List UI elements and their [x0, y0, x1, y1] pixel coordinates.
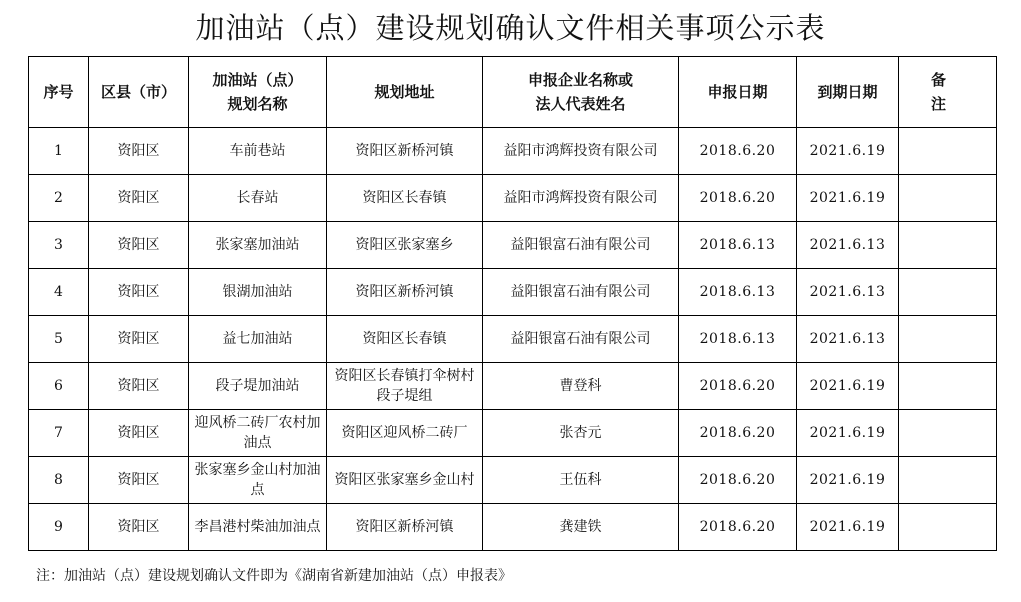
cell-expire-date: 2021.6.13 [797, 316, 899, 363]
cell-expire-date: 2021.6.19 [797, 504, 899, 551]
header-seq: 序号 [29, 57, 89, 128]
cell-expire-date: 2021.6.13 [797, 269, 899, 316]
header-company-line1: 申报企业名称或 [527, 71, 633, 89]
header-apply-date: 申报日期 [679, 57, 797, 128]
cell-station: 银湖加油站 [189, 269, 327, 316]
cell-seq: 4 [29, 269, 89, 316]
cell-district: 资阳区 [89, 128, 189, 175]
cell-remark [899, 457, 997, 504]
table-row [29, 363, 997, 410]
cell-remark [899, 316, 997, 363]
cell-apply-date: 2018.6.20 [679, 363, 797, 410]
cell-remark [899, 128, 997, 175]
header-remark: 备 注 [899, 57, 997, 128]
cell-company: 益阳市鸿辉投资有限公司 [483, 128, 679, 175]
cell-station: 车前巷站 [189, 128, 327, 175]
cell-company: 张杏元 [483, 410, 679, 457]
cell-expire-date: 2021.6.19 [797, 128, 899, 175]
cell-seq: 1 [29, 128, 89, 175]
cell-apply-date: 2018.6.20 [679, 128, 797, 175]
cell-station: 张家塞加油站 [189, 222, 327, 269]
cell-expire-date: 2021.6.13 [797, 222, 899, 269]
cell-district: 资阳区 [89, 363, 189, 410]
header-expire-date: 到期日期 [797, 57, 899, 128]
cell-company: 益阳银富石油有限公司 [483, 222, 679, 269]
cell-station: 益七加油站 [189, 316, 327, 363]
table-row [29, 504, 997, 551]
cell-company: 益阳市鸿辉投资有限公司 [483, 175, 679, 222]
cell-station: 段子堤加油站 [189, 363, 327, 410]
table-row [29, 175, 997, 222]
cell-district: 资阳区 [89, 269, 189, 316]
cell-district: 资阳区 [89, 316, 189, 363]
cell-station: 李昌港村柴油加油点 [189, 504, 327, 551]
cell-remark [899, 363, 997, 410]
header-district: 区县（市） [89, 57, 189, 128]
table-row [29, 128, 997, 175]
cell-seq: 2 [29, 175, 89, 222]
cell-remark [899, 175, 997, 222]
header-address: 规划地址 [327, 57, 483, 128]
cell-district: 资阳区 [89, 175, 189, 222]
cell-apply-date: 2018.6.20 [679, 175, 797, 222]
cell-apply-date: 2018.6.13 [679, 269, 797, 316]
header-station-line2: 规划名称 [227, 95, 288, 113]
cell-company: 龚建铁 [483, 504, 679, 551]
cell-address: 资阳区新桥河镇 [327, 269, 483, 316]
cell-remark [899, 504, 997, 551]
cell-remark [899, 410, 997, 457]
cell-district: 资阳区 [89, 222, 189, 269]
cell-station: 张家塞乡金山村加油点 [189, 457, 327, 504]
cell-remark [899, 222, 997, 269]
cell-district: 资阳区 [89, 410, 189, 457]
cell-company: 王伍科 [483, 457, 679, 504]
header-station [189, 57, 327, 128]
cell-company: 曹登科 [483, 363, 679, 410]
cell-address: 资阳区新桥河镇 [327, 128, 483, 175]
cell-seq: 8 [29, 457, 89, 504]
header-company [483, 57, 679, 128]
footnote: 注：加油站（点）建设规划确认文件即为《湖南省新建加油站（点）申报表》 [36, 568, 512, 584]
cell-address: 资阳区长春镇 [327, 316, 483, 363]
cell-district: 资阳区 [89, 504, 189, 551]
table-row [29, 316, 997, 363]
cell-apply-date: 2018.6.20 [679, 504, 797, 551]
cell-company: 益阳银富石油有限公司 [483, 269, 679, 316]
cell-district: 资阳区 [89, 457, 189, 504]
cell-apply-date: 2018.6.13 [679, 316, 797, 363]
cell-apply-date: 2018.6.13 [679, 222, 797, 269]
table-row [29, 457, 997, 504]
cell-expire-date: 2021.6.19 [797, 457, 899, 504]
cell-seq: 3 [29, 222, 89, 269]
header-station-line1: 加油站（点） [212, 71, 303, 89]
cell-expire-date: 2021.6.19 [797, 175, 899, 222]
cell-address: 资阳区张家塞乡 [327, 222, 483, 269]
cell-address: 资阳区新桥河镇 [327, 504, 483, 551]
cell-address: 资阳区长春镇打伞树村段子堤组 [327, 363, 483, 410]
cell-seq: 5 [29, 316, 89, 363]
cell-address: 资阳区迎风桥二砖厂 [327, 410, 483, 457]
cell-seq: 6 [29, 363, 89, 410]
cell-apply-date: 2018.6.20 [679, 410, 797, 457]
cell-seq: 7 [29, 410, 89, 457]
announcement-table [28, 56, 997, 551]
cell-company: 益阳银富石油有限公司 [483, 316, 679, 363]
cell-expire-date: 2021.6.19 [797, 363, 899, 410]
header-company-line2: 法人代表姓名 [535, 95, 626, 113]
cell-station: 长春站 [189, 175, 327, 222]
cell-apply-date: 2018.6.20 [679, 457, 797, 504]
cell-seq: 9 [29, 504, 89, 551]
cell-address: 资阳区长春镇 [327, 175, 483, 222]
cell-address: 资阳区张家塞乡金山村 [327, 457, 483, 504]
cell-expire-date: 2021.6.19 [797, 410, 899, 457]
table-header-row [29, 57, 997, 128]
page-title: 加油站（点）建设规划确认文件相关事项公示表 [195, 11, 826, 45]
cell-station: 迎风桥二砖厂农村加油点 [189, 410, 327, 457]
table-row [29, 410, 997, 457]
table-row [29, 222, 997, 269]
cell-remark [899, 269, 997, 316]
table-row [29, 269, 997, 316]
